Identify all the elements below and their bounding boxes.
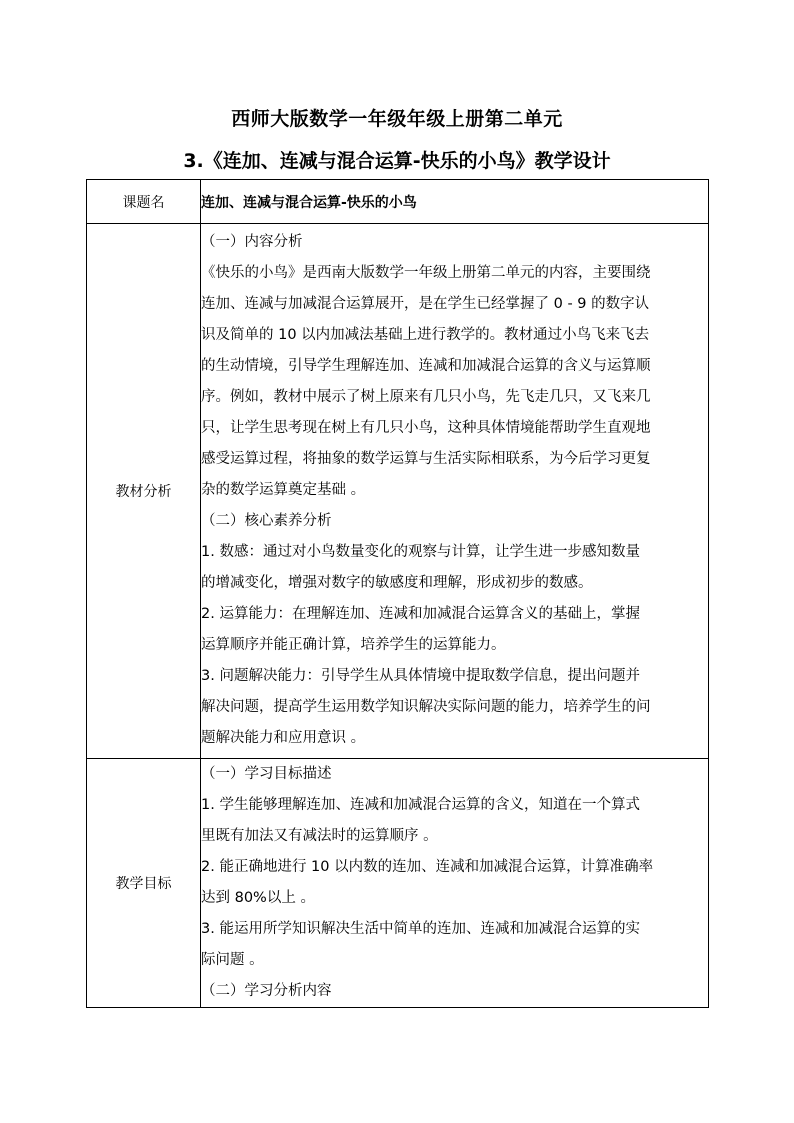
text-line: 际问题 。 xyxy=(201,952,264,968)
text-line: 达到 80%以上 。 xyxy=(201,890,315,906)
text-line: 题解决能力和应用意识 。 xyxy=(201,730,366,746)
text-line: 2. 运算能力：在理解连加、连减和加减混合运算含义的基础上，掌握 xyxy=(201,606,640,622)
text-line: 感受运算过程，将抽象的数学运算与生活实际相联系，为今后学习更复 xyxy=(201,451,651,467)
teaching-goals-content xyxy=(201,759,709,1008)
text-line: （一）内容分析 xyxy=(201,234,303,250)
text-line: 1. 学生能够理解连加、连减和加减混合运算的含义，知道在一个算式 xyxy=(201,797,640,813)
table-row-topic xyxy=(87,180,709,224)
text-line: 解决问题，提高学生运用数学知识解决实际问题的能力，培养学生的问 xyxy=(201,699,651,715)
text-line: 识及简单的 10 以内加减法基础上进行教学的。教材通过小鸟飞来飞去 xyxy=(201,327,650,343)
text-line: 3. 能运用所学知识解决生活中简单的连加、连减和加减混合运算的实 xyxy=(201,921,640,937)
text-line: 里既有加法又有减法时的运算顺序 。 xyxy=(201,828,438,844)
text-line: 杂的数学运算奠定基础 。 xyxy=(201,482,366,498)
text-line: 的增减变化，增强对数字的敏感度和理解，形成初步的数感。 xyxy=(201,575,593,591)
teaching-goals-label: 教学目标 xyxy=(87,759,201,1008)
text-line: 序。例如，教材中展示了树上原来有几只小鸟，先飞走几只，又飞来几 xyxy=(201,389,651,405)
text-line: 运算顺序并能正确计算，培养学生的运算能力。 xyxy=(201,637,506,653)
text-line: 3. 问题解决能力：引导学生从具体情境中提取数学信息，提出问题并 xyxy=(201,668,640,684)
material-analysis-label: 教材分析 xyxy=(87,224,201,759)
table-row-teaching-goals xyxy=(87,759,709,1008)
text-line: 的生动情境，引导学生理解连加、连减和加减混合运算的含义与运算顺 xyxy=(201,358,651,374)
text-line: 1. 数感：通过对小鸟数量变化的观察与计算，让学生进一步感知数量 xyxy=(201,544,640,560)
text-line: （二）学习分析内容 xyxy=(201,983,332,999)
topic-value-cell: 连加、连减与混合运算-快乐的小鸟 xyxy=(201,180,709,224)
text-line: 2. 能正确地进行 10 以内数的连加、连减和加减混合运算，计算准确率 xyxy=(201,859,654,875)
text-line: 只，让学生思考现在树上有几只小鸟，这种具体情境能帮助学生直观地 xyxy=(201,420,651,436)
topic-label-cell: 课题名 xyxy=(87,180,201,224)
table-row-material-analysis xyxy=(87,224,709,759)
lesson-design-table xyxy=(86,179,709,1008)
text-line: （二）核心素养分析 xyxy=(201,513,332,529)
material-analysis-content xyxy=(201,224,709,759)
text-line: 《快乐的小鸟》是西南大版数学一年级上册第二单元的内容，主要围绕 xyxy=(201,265,651,281)
text-line: 连加、连减与加减混合运算展开，是在学生已经掌握了 0 - 9 的数字认 xyxy=(201,296,650,312)
document-title-lesson: 3.《连加、连减与混合运算-快乐的小鸟》教学设计 xyxy=(183,150,611,172)
document-title-unit: 西师大版数学一年级年级上册第二单元 xyxy=(231,108,563,130)
text-line: （一）学习目标描述 xyxy=(201,766,332,782)
